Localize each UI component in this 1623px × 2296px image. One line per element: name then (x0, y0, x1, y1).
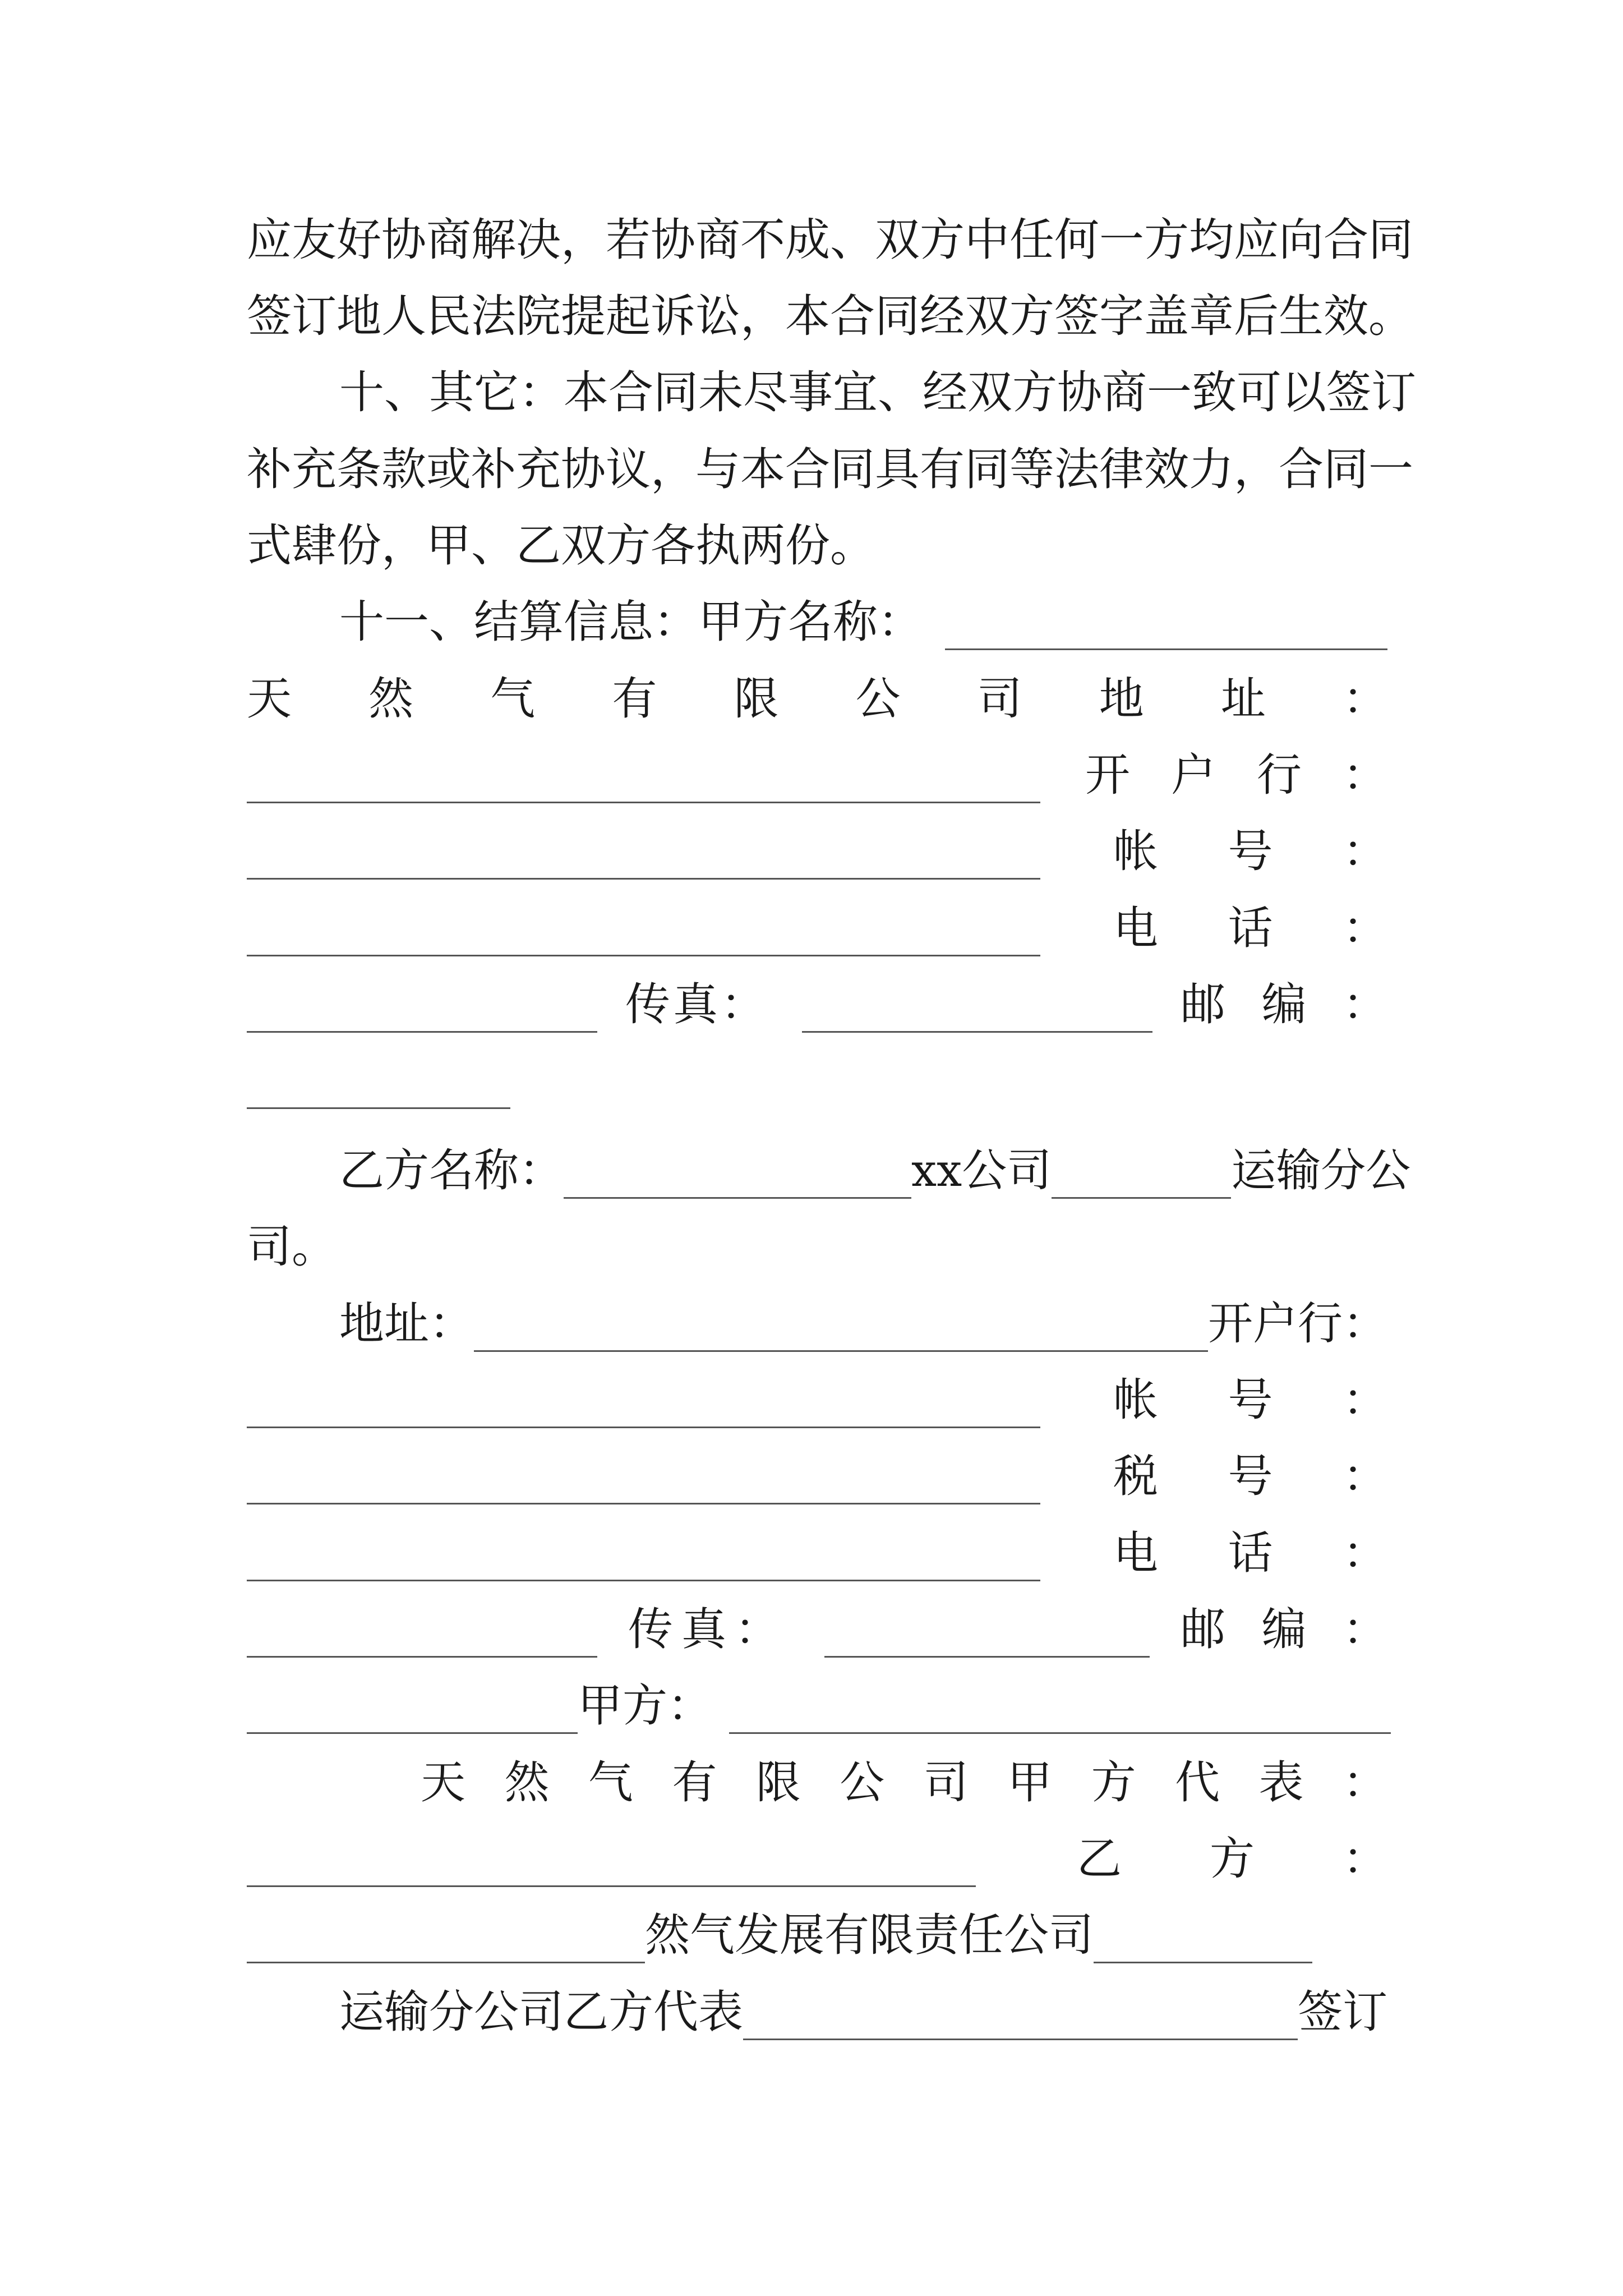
form-char: 表 (1258, 1756, 1304, 1809)
phone-blank (247, 988, 597, 1033)
form-char: 天 (421, 1756, 465, 1809)
fax-blank (802, 988, 1152, 1033)
text-line: 司。 (247, 1221, 336, 1273)
form-char: ： (1342, 1756, 1387, 1809)
form-char: ： (1343, 978, 1387, 1030)
jia-sign-row: 甲方： (247, 1678, 1387, 1734)
form-char: 乙 (1077, 1833, 1122, 1885)
settlement-label: 十一、结算信息：甲方名称： (339, 596, 923, 648)
text-line: 应友好协商解决，若协商不成、双方中任何一方均应向合同 (247, 214, 1413, 266)
form-char: 号 (1228, 1450, 1273, 1502)
form-char: 编 (1261, 978, 1307, 1030)
account-blank (247, 912, 1040, 956)
form-char: 电 (1113, 902, 1158, 954)
address-blank (247, 759, 1040, 803)
yi-sign-blank (247, 1919, 645, 1963)
form-char: 开 (1085, 749, 1130, 801)
jia-account-row (247, 823, 1387, 880)
form-char: 气 (588, 1756, 633, 1809)
text-line: 签订地人民法院提起诉讼，本合同经双方签字盖章后生效。 (247, 290, 1413, 342)
form-char: 号 (1228, 1374, 1273, 1426)
text-line: 式肆份，甲、乙双方各执两份。 (247, 519, 875, 572)
yi-fax-blank (824, 1613, 1150, 1658)
yi-postcode-blank (247, 1690, 578, 1734)
bank-blank (247, 835, 1040, 880)
form-char: 地 (1099, 673, 1144, 725)
form-char: 方 (1091, 1756, 1136, 1809)
yi-account-row (247, 1372, 1387, 1428)
form-char: 公 (840, 1756, 885, 1809)
yi-account-blank (247, 1460, 1040, 1504)
yi-rep-blank (743, 1996, 1298, 2040)
form-char: 司 (923, 1756, 969, 1809)
form-char: 气 (490, 673, 536, 725)
clause-ten: 十、其它：本合同未尽事宜、经双方协商一致可以签订 (339, 366, 1416, 418)
jia-sign-blank (729, 1690, 1391, 1734)
form-char: 话 (1228, 1527, 1273, 1579)
form-char: ： (1343, 1450, 1387, 1502)
form-char: ： (1343, 1833, 1387, 1885)
jia-bank-row (247, 747, 1387, 803)
form-char: 然 (368, 673, 414, 725)
yi-address-blank (474, 1308, 1208, 1352)
form-char: ： (1343, 1374, 1387, 1426)
form-char: 传 (625, 978, 670, 1030)
form-char: ： (735, 1603, 780, 1655)
form-char: 传 (628, 1603, 673, 1655)
form-char: 户 (1171, 749, 1216, 801)
yi-tax-row (247, 1448, 1387, 1504)
form-char: 有 (672, 1756, 717, 1809)
form-char: 帐 (1113, 825, 1158, 877)
form-char: 帐 (1113, 1374, 1158, 1426)
yi-sign-row (247, 1831, 1387, 1887)
form-char: 代 (1175, 1756, 1220, 1809)
jia-fax-post-row (247, 977, 1387, 1033)
yi-name-blank (564, 1154, 911, 1199)
jia-phone-row (247, 900, 1387, 956)
yi-phone-blank (247, 1613, 597, 1658)
form-char: 司 (977, 673, 1022, 725)
form-char: 邮 (1181, 978, 1225, 1030)
form-char: ： (1343, 1603, 1387, 1655)
form-char: ： (1343, 825, 1387, 877)
form-char: ： (1343, 749, 1387, 801)
jia-postcode-row (247, 1053, 1387, 1109)
form-char: 号 (1228, 825, 1273, 877)
jia-company-address-row (247, 671, 1387, 727)
yi-rep-row: 运输分公司乙方代表 签订 (339, 1984, 1387, 2040)
form-char: 有 (612, 673, 657, 725)
form-char: 然 (504, 1756, 550, 1809)
form-char: 电 (1113, 1527, 1158, 1579)
form-char: ： (1343, 1527, 1387, 1579)
yi-fax-post-row (247, 1602, 1387, 1658)
postcode-blank (247, 1065, 510, 1109)
yi-tax-blank (247, 1537, 1040, 1581)
form-char: ： (1343, 902, 1387, 954)
yi-company-blank (1094, 1919, 1312, 1963)
jia-name-blank (945, 606, 1387, 650)
yi-company-row: 然气发展有限责任公司 (247, 1907, 1387, 1963)
form-char: 方 (1210, 1833, 1255, 1885)
form-char: 邮 (1181, 1603, 1225, 1655)
settlement-heading (339, 594, 1387, 650)
form-char: 甲 (1007, 1756, 1053, 1809)
form-char: 址 (1220, 673, 1266, 725)
yi-bank-blank (247, 1384, 1040, 1428)
form-char: 公 (855, 673, 901, 725)
form-char: 行 (1257, 749, 1302, 801)
form-char: ： (1342, 673, 1387, 725)
form-char: 编 (1261, 1603, 1307, 1655)
jia-rep-row (421, 1755, 1387, 1811)
yi-address-row: 地址： 开户行： (339, 1296, 1387, 1352)
jia-rep-blank (247, 1843, 976, 1887)
form-char: 真 (673, 978, 718, 1030)
yi-name-row: 乙方名称： xx公司 运输分公 (339, 1143, 1387, 1199)
yi-phone-row (247, 1525, 1387, 1581)
form-char: 限 (755, 1756, 801, 1809)
yi-name-blank-2 (1052, 1154, 1231, 1199)
form-char: 话 (1228, 902, 1273, 954)
form-char: 限 (734, 673, 779, 725)
form-char: 天 (247, 673, 292, 725)
form-char: 税 (1113, 1450, 1158, 1502)
form-char: 真 (681, 1603, 726, 1655)
text-line: 补充条款或补充协议，与本合同具有同等法律效力，合同一 (247, 443, 1413, 495)
form-char: ： (721, 978, 766, 1030)
